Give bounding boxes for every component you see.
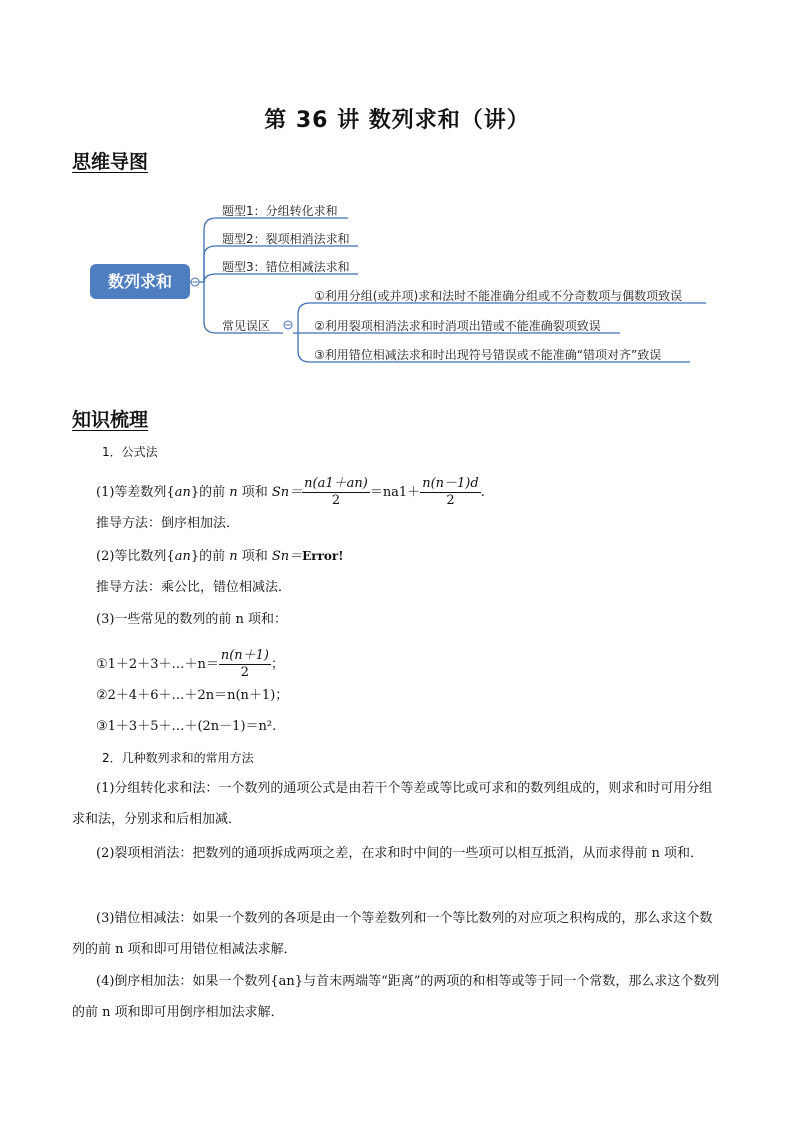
k2-method-4: (4)倒序相加法：如果一个数列{an}与首末两端等“距离”的两项的和相等或等于同一个常数，那么求这个数列的前 n 项和即可用倒序相加法求解． <box>72 974 720 1020</box>
k1-p2-sn: Sn＝ <box>271 549 303 564</box>
k1-common-formula-2: ②2＋4＋6＋…＋2n＝n(n＋1)； <box>96 688 289 703</box>
k1-formula-arith <box>96 476 485 509</box>
k1-f1-den: 2 <box>240 665 250 680</box>
mindmap-misconception-2: ②利用裂项相消法求和时消项出错或不能准确裂项致误 <box>314 319 601 333</box>
mindmap-root: 数列求和 <box>90 264 190 299</box>
k1-common-intro: (3)一些常见的数列的前 n 项和： <box>96 612 288 627</box>
k1-p2-prefix: (2)等比数列{ <box>96 549 175 564</box>
k1-p2-an: an <box>174 549 191 564</box>
k1-p1-an: an <box>174 485 191 500</box>
k2-heading: 2．几种数列求和的常用方法 <box>102 751 254 765</box>
k2-method-3: (3)错位相减法：如果一个数列的各项是由一个等差数列和一个等比数列的对应项之积构成的，那么求这个数列的前 n 项和即可用错位相减法求解． <box>72 911 713 957</box>
k1-f1-num: n(n＋1) <box>220 648 270 663</box>
k1-common-formula-3: ③1＋3＋5＋…＋(2n－1)＝n². <box>96 719 277 734</box>
mindmap-connectors <box>0 0 794 400</box>
k1-frac-2-num: n(n－1)d <box>422 476 479 491</box>
k2-method-1: (1)分组转化求和法：一个数列的通项公式是由若干个等差或等比或可求和的数列组成的，则求和时可用分组求和法，分别求和后相加减． <box>72 781 713 827</box>
mindmap-misconception-1: ①利用分组(或并项)求和法时不能准确分组或不分奇数项与偶数项致误 <box>314 289 683 303</box>
k1-p2-n: n <box>229 549 238 564</box>
k1-f1-frac <box>219 648 271 681</box>
section-heading-knowledge: 知识梳理 <box>72 409 149 431</box>
k1-p1-prefix: (1)等差数列{ <box>96 485 175 500</box>
k1-p1-eq2: ＝na1＋ <box>369 485 421 500</box>
collapse-icon-root <box>191 278 199 286</box>
mindmap-misconception-3: ③利用错位相减法求和时出现符号错误或不能准确“错项对齐”致误 <box>314 348 662 362</box>
mindmap-branch-1: 题型1：分组转化求和 <box>222 204 338 218</box>
k1-p2-error: Error! <box>302 549 344 563</box>
k2-method-2: (2)裂项相消法：把数列的通项拆成两项之差，在求和时中间的一些项可以相互抵消，从而求得前 n 项和． <box>96 846 704 861</box>
k1-frac-2-den: 2 <box>446 493 455 508</box>
k1-f1-end: ； <box>271 657 285 672</box>
k1-frac-1-den: 2 <box>331 493 341 508</box>
k1-p1-n: n <box>229 485 238 500</box>
k1-p2-suffix: 项和 <box>237 549 272 564</box>
mindmap-branch-3: 题型3：错位相减法求和 <box>222 260 350 274</box>
k1-p2-mid: }的前 <box>190 549 230 564</box>
mindmap-branch-4: 常见误区 <box>222 319 271 333</box>
k1-p1-end: . <box>480 485 485 500</box>
k1-frac-2 <box>420 476 480 509</box>
k1-common-formula-1 <box>96 648 284 681</box>
k1-heading: 1．公式法 <box>102 445 158 459</box>
k1-derive-2: 推导方法：乘公比，错位相减法． <box>96 580 292 595</box>
k1-p1-suffix: 项和 <box>237 485 272 500</box>
collapse-icon-misconceptions <box>284 321 292 329</box>
k1-p1-sn: Sn＝ <box>271 485 303 500</box>
k1-p1-mid: }的前 <box>190 485 230 500</box>
section-heading-mindmap: 思维导图 <box>72 151 149 173</box>
k1-frac-1 <box>302 476 370 509</box>
k1-formula-geom <box>96 546 344 567</box>
k1-derive-1: 推导方法：倒序相加法． <box>96 516 240 531</box>
k1-f1-left: ①1＋2＋3＋…＋n＝ <box>96 657 219 672</box>
mindmap-branch-2: 题型2：裂项相消法求和 <box>222 232 350 246</box>
page-title: 第 36 讲 数列求和（讲） <box>264 108 530 133</box>
k1-frac-1-num: n(a1＋an) <box>304 476 368 491</box>
